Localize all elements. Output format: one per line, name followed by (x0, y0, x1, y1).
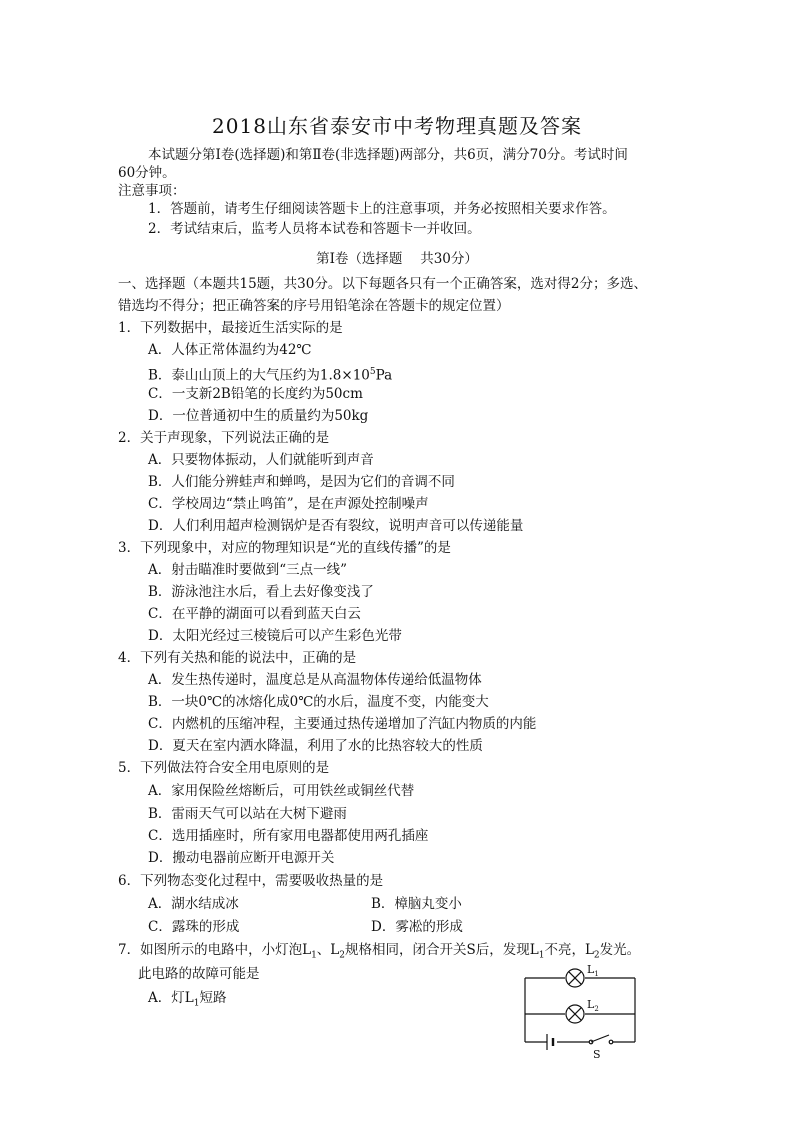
question-1-option-c: C．一支新2B铅笔的长度约为50cm (148, 386, 363, 402)
question-3-option-d: D．太阳光经过三棱镜后可以产生彩色光带 (148, 628, 402, 644)
lamp-l2-label: $L_2$ (587, 998, 599, 1013)
question-2-option-a: A．只要物体振动，人们就能听到声音 (148, 452, 374, 468)
question-5-option-d: D．搬动电器前应断开电源开关 (148, 850, 335, 866)
question-6-option-d: D．雾凇的形成 (371, 919, 463, 935)
section-title: 第Ⅰ卷（选择题 共30分） (316, 251, 478, 267)
question-3-stem: 3．下列现象中，对应的物理知识是“光的直线传播”的是 (118, 540, 451, 556)
question-6-option-c: C．露珠的形成 (148, 919, 240, 935)
switch-label: S (593, 1048, 601, 1060)
question-1-option-b: B．泰山山顶上的大气压约为$1.8\times 10^5Pa$ (148, 367, 393, 384)
switch-contact-right (609, 1040, 613, 1044)
question-1-option-d: D．一位普通初中生的质量约为50kg (148, 408, 369, 424)
question-3-option-a: A．射击瞄准时要做到“三点一线” (148, 562, 348, 578)
switch-blade (591, 1035, 609, 1042)
page-title: 2018山东省泰安市中考物理真题及答案 (212, 114, 582, 138)
notice-heading: 注意事项： (118, 183, 186, 199)
question-7-stem-line-2: 此电路的故障可能是 (138, 966, 260, 982)
question-4-option-a: A．发生热传递时，温度总是从高温物体传递给低温物体 (148, 672, 482, 688)
part-instructions-1: 一、选择题（本题共15题，共30分。以下每题各只有一个正确答案，选对得2分；多选、 (118, 276, 647, 292)
question-2-option-c: C．学校周边“禁止鸣笛”，是在声源处控制噪声 (148, 496, 429, 512)
question-5-option-b: B．雷雨天气可以站在大树下避雨 (148, 806, 347, 822)
question-1-stem: 1．下列数据中，最接近生活实际的是 (118, 320, 343, 336)
lamp-l1-label: $L_1$ (587, 963, 599, 978)
intro-line-1: 本试题分第Ⅰ卷(选择题)和第Ⅱ卷(非选择题)两部分，共6页，满分70分。考试时间 (148, 147, 628, 163)
question-4-stem: 4．下列有关热和能的说法中，正确的是 (118, 650, 357, 666)
question-4-option-d: D．夏天在室内洒水降温，利用了水的比热容较大的性质 (148, 738, 483, 754)
question-3-option-b: B．游泳池注水后，看上去好像变浅了 (148, 584, 374, 600)
question-7-stem: 7．如图所示的电路中，小灯泡$L_1$、$L_2$规格相同，闭合开关S后，发现$L_1$不亮，$L_2$发光。 (118, 942, 641, 961)
circuit-diagram (513, 962, 645, 1060)
question-5-option-a: A．家用保险丝熔断后，可用铁丝或铜丝代替 (148, 783, 415, 799)
question-4-option-b: B．一块0℃的冰熔化成0℃的水后，温度不变，内能变大 (148, 694, 489, 710)
intro-line-2: 60分钟。 (118, 165, 176, 181)
question-5-option-c: C．选用插座时，所有家用电器都使用两孔插座 (148, 828, 429, 844)
question-6-option-b: B．樟脑丸变小 (371, 896, 462, 912)
notice-item-1: 1．答题前，请考生仔细阅读答题卡上的注意事项，并务必按照相关要求作答。 (148, 201, 616, 217)
notice-item-2: 2．考试结束后，监考人员将本试卷和答题卡一并收回。 (148, 221, 481, 237)
question-6-option-a: A．湖水结成冰 (148, 896, 239, 912)
question-2-stem: 2．关于声现象，下列说法正确的是 (118, 430, 330, 446)
question-1-option-a: A．人体正常体温约为42℃ (148, 342, 312, 358)
part-instructions-2: 错选均不得分；把正确答案的序号用铅笔涂在答题卡的规定位置） (118, 298, 510, 314)
question-2-option-d: D．人们利用超声检测锅炉是否有裂纹，说明声音可以传递能量 (148, 518, 524, 534)
question-2-option-b: B．人们能分辨蛙声和蝉鸣，是因为它们的音调不同 (148, 474, 455, 490)
question-7-option-a: A．灯$L_1$短路 (148, 990, 227, 1009)
question-4-option-c: C．内燃机的压缩冲程，主要通过热传递增加了汽缸内物质的内能 (148, 716, 537, 732)
question-6-stem: 6．下列物态变化过程中，需要吸收热量的是 (118, 873, 384, 889)
question-3-option-c: C．在平静的湖面可以看到蓝天白云 (148, 606, 361, 622)
question-5-stem: 5．下列做法符合安全用电原则的是 (118, 760, 330, 776)
